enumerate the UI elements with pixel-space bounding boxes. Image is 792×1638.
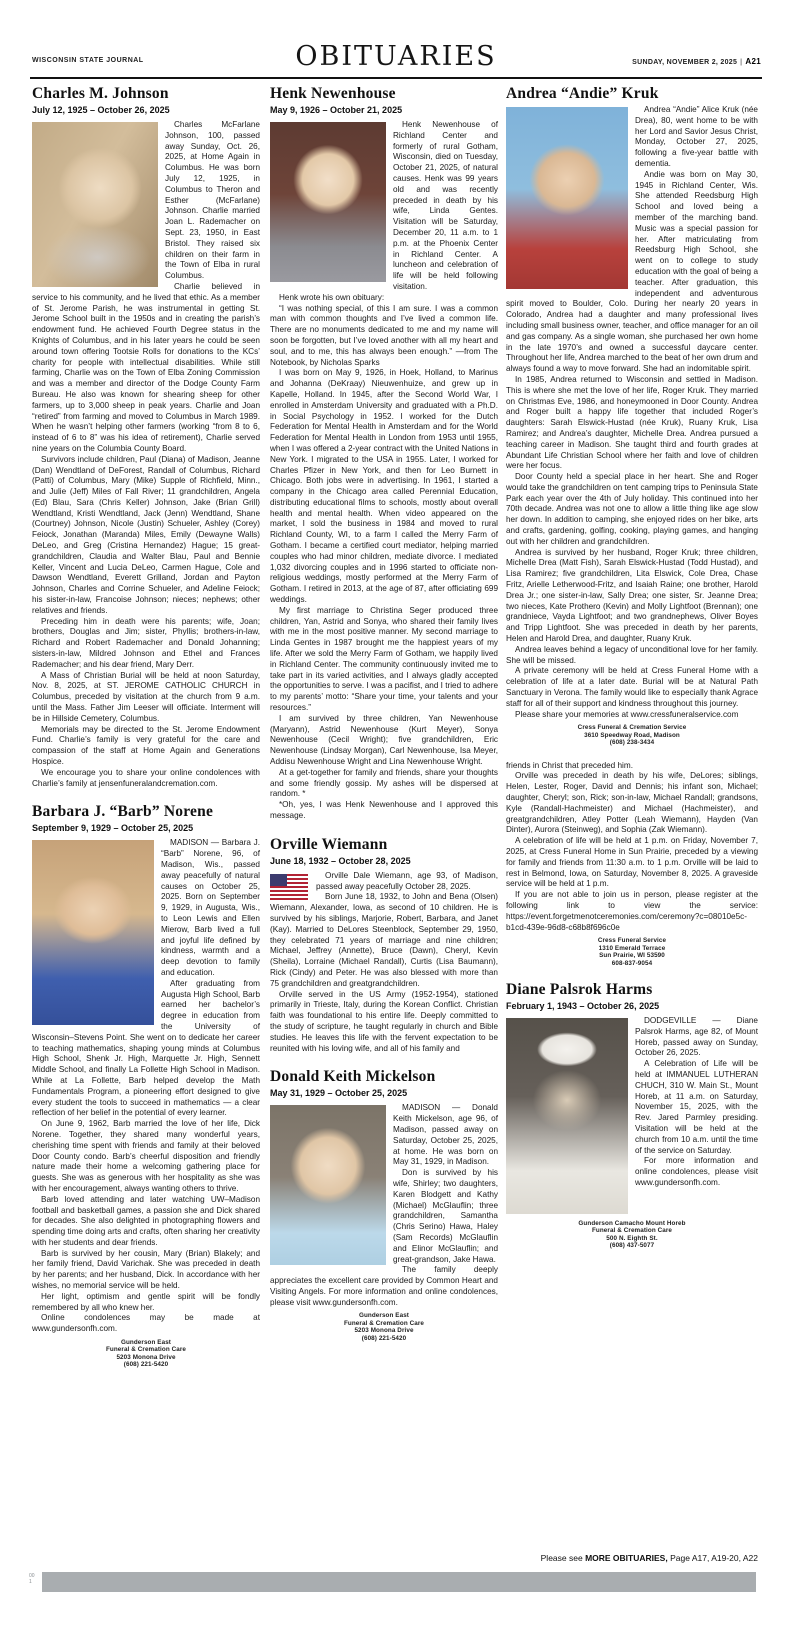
obit-paragraph: friends in Christ that preceded him.	[506, 760, 633, 770]
obit-paragraph: Andie was born on May 30, 1945 in Richland Center, Wis. She attended Reedsburg High School and loved being a member of the marching band. Music was a special passion for her. After matriculating from Reedsburg High School, she went on to college to study education with the goal of being a teacher. After graduation, this independent and adventurous spirit moved to Boulder, Colo. During her nearly 20 years in Colorado, Andrea had a daughter and many professional lives including small business owner, teacher, and office manager for an oil and gas company. As a single woman, she purchased her own home in the late 1970’s and owned a successful daycare center. Throughout her life, Andrea marched to the beat of her own drum and always found a way to move forward. She had an indomitable spirit.	[506, 169, 758, 374]
edition-mark: 00	[29, 1573, 35, 1579]
obit-paragraph: Barb loved attending and later watching UW–Madison football and basketball games, a passion she and Dick shared for decades. She also delighted in photographing flowers and spending time doing arts and crafts, often sharing her creativity with her students and dear friends.	[32, 1194, 261, 1247]
obit-paragraph: A private ceremony will be held at Cress Funeral Home with a celebration of life at a later date. Burial will be at Natural Path Sanctuary in Verona. The family would like to especially thank Agrace staff for all of their support and kindness throughout this journey.	[506, 666, 758, 708]
obit-paragraph: “I was nothing special, of this I am sure. I was a common man with common thoughts and I’ve lived a common life. There are no monuments dedicated to me and my name will soon be forgotten, but I’ve loved another with all my heart and soul, and to me, this has always been enough.” —from The Notebook, by Nicholas Sparks	[270, 303, 498, 367]
see-more-prefix: Please see	[540, 1553, 586, 1563]
obit-paragraph: Orville was preceded in death by his wife, DeLores; siblings, Helen, Lester, Roger, David and Dennis; his infant son, Michael; daughter, Cheryl; son, Rick; son-in-law, Michael Randall; grandsons, Kyle (Randall-Hachmeister) and Michael (Hachmeister), and greatgrandchildren, Atley Potter (Leah Wiemann), Hayden (Van Dinter), Aurora (Steinweg), and Sophia (Zak Wiemann).	[506, 771, 758, 835]
portrait-photo	[270, 122, 386, 282]
obit-paragraph: On June 9, 1962, Barb married the love of her life, Dick Norene. Together, they shared many wonderful years, cherishing time spent with friends and family at their beloved Door County condo. Barb’s cheerful disposition and friendly nature made their home a welcoming gathering place for guests. She was as generous with her hospitality as she was with her encouragement, always wanting others to thrive.	[32, 1119, 260, 1193]
obit-paragraph: After graduating from Augusta High School, Barb earned her bachelor’s degree in education from the University of Wisconsin–Stevens Point. She went on to dedicate her career to teaching mathematics, shaping young minds at Columbus High School, Shenk Jr. High, Marquette Jr. High, Sennett Middle School, and finally La Follette High School in Madison. While at La Follette, Barb helped develop the Math Fundamentals Program, a pioneering effort designed to give every student the tools to succeed in mathematics — a clear reflection of her belief in the potential of every learner.	[32, 978, 260, 1118]
funeral-home-line: (608) 437-5077	[609, 1242, 655, 1250]
obit-name: Henk Newenhouse	[270, 85, 396, 102]
obit-paragraph: Memorials may be directed to the St. Jerome Endowment Fund. Charlie’s family is very grateful for the care and compassion of the staff at Home Again and Generations Hospice.	[32, 724, 260, 767]
obit-paragraph: Henk Newenhouse of Richland Center and formerly of rural Gotham, Wisconsin, died on Tuesday, October 21, 2025, of natural causes. Henk was 99 years old and was recently preceded in death by his wife, Linda Gentes. Visitation will be Saturday, December 20, 11 a.m. to 1 p.m. at the Phoenix Center in Richland Center. A luncheon and celebration of life will be held following visitation.	[393, 120, 498, 291]
obit-paragraph: Barb is survived by her cousin, Mary (Brian) Blakely; and her family friend, David Varichak. She was preceded in death by her parents; and her husband, Dick. In accordance with her wishes, no memorial service will be held.	[32, 1248, 260, 1291]
obit-paragraph: Charlie believed in service to his community, and he lived that ethic. As a member of St. Jerome Parish, he was instrumental in getting St. Jerome School built in the 1950s and in creating the parish’s endowment fund. He achieved Fourth Degree status in the Knights of Columbus, and in his later years he could be seen around town offering Tootsie Rolls for donations to the KCs’ charity for people with intellectual disabilities. While still farming, Charlie was on the Town of Elba Zoning Commission and was a member and director of the Dodge County Farm Bureau. He also was known for shearing sheep for other farmers, up to 3,000 sheep in peak years. Charlie and Joan “retired” from farming and moved to Columbus in March 1989. When he wasn’t helping other farmers (working “from 8 to 6, instead of 6 to 8” was his idea of retirement), Charlie served nine years on the Columbia County Board.	[32, 281, 260, 453]
funeral-home-line: (608) 221-5420	[123, 1361, 169, 1369]
obit-paragraph: Andrea is survived by her husband, Roger Kruk; three children, Michelle Drea (Matt Fish), Sarah Elswick-Hustad (Todd Hustad), and Lisa Ramirez; five grandchildren, Lita Elswick, Cole Drea, Chase Fritz, Arielle Letherwood-Fritz, and Isaiah Raine; one brother, Harold Drea Jr.; one sister-in-law, Sally Drea; one sister, Sr. Jeanne Drea; two nieces, Kate Prothero (Kevin) and Molly Lightfoot (Brennan); one grandniece, Vayda Lightfoot; and two grandnephews, Oliver Boyes and Tripp Lightfoot. She was preceded in death by her parents, Helen and Harold Drea, and daughter, Ruany Kruk.	[506, 547, 758, 644]
column-2	[270, 85, 498, 1356]
obit-dates: May 9, 1926 – October 21, 2025	[270, 105, 403, 115]
obituary-barbara-norene	[32, 803, 260, 1368]
obit-paragraph: Charles McFarlane Johnson, 100, passed away Sunday, Oct. 26, 2025, at Home Again in Columbus. He was born July 12, 1925, in Columbus to Theron and Esther (McFarlane) Johnson. Charlie married Joan L. Rademacher on Sept. 23, 1950, in East Bristol. They raised six children on their farm in the Town of Elba in rural Columbus.	[165, 120, 260, 281]
obit-paragraph: We encourage you to share your online condolences with Charlie’s family at jensenfuneralandcremation.com.	[32, 767, 260, 788]
obit-paragraph: A celebration of life will be held at 1 p.m. on Friday, November 7, 2025, at Cress Funeral Home in Sun Prairie, preceded by a viewing for family and friends from 11:30 a.m. to 1 p.m. Orville will be laid to rest in Belmond, Iowa, on Saturday, November 8, 2025. A graveside service will be held at 1 p.m.	[506, 836, 758, 889]
funeral-home-line: Gunderson East	[120, 1339, 172, 1347]
funeral-home-block	[270, 1312, 498, 1342]
obit-name: Diane Palsrok Harms	[506, 981, 653, 999]
obit-dates: May 31, 1929 – October 25, 2025	[270, 1088, 408, 1099]
obit-paragraph: Henk wrote his own obituary:	[279, 292, 385, 302]
obituary-orville-wiemann-continued	[506, 761, 758, 967]
see-more-obituaries-note	[541, 1553, 758, 1563]
funeral-home-line: (608) 238-3434	[609, 739, 655, 747]
obit-name: Donald Keith Mickelson	[270, 1068, 436, 1086]
obit-paragraph: At a get-together for family and friends, share your thoughts and some friendly gossip. My ashes will be dispersed at random. *	[270, 767, 498, 799]
obit-paragraph: Orville Dale Wiemann, age 93, of Madison, passed away peacefully October 28, 2025.	[316, 870, 498, 891]
obit-paragraph: If you are not able to join us in person, please register at the following link to view the service: https://event.forgetmenotceremonies.com/ceremony?c=08010e5c-b1cd-439e-96d8-c68b8f696c0e	[506, 890, 758, 932]
obit-paragraph: Don is survived by his wife, Shirley; two daughters, Karen Blodgett and Kathy (Michael) McGlauflin; three grandchildren, Samantha (Chris Serino) Hawa, Haley (Sam Records) McGlauflin and Elinor McGlauflin; and great-grandson, Jake Hawa.	[393, 1168, 498, 1264]
obituary-donald-mickelson	[270, 1068, 498, 1342]
funeral-home-line: Cress Funeral & Cremation Service	[577, 724, 687, 732]
obit-name: Orville Wiemann	[270, 835, 388, 853]
obituary-charles-johnson	[32, 85, 260, 789]
obit-name: Barbara J. “Barb” Norene	[32, 803, 214, 821]
obit-paragraph: Online condolences may be made at www.gundersonfh.com.	[32, 1313, 260, 1334]
date-page-line	[632, 57, 761, 66]
obituary-orville-wiemann	[270, 836, 498, 1055]
obit-paragraph: Please share your memories at www.cressfuneralservice.com	[515, 709, 739, 719]
funeral-home-line: Sun Prairie, WI 53590	[599, 952, 665, 960]
portrait-photo	[32, 122, 158, 287]
obit-paragraph: Her light, optimism and gentle spirit will be fondly remembered by all who knew her.	[32, 1291, 260, 1312]
masthead: WISCONSIN STATE JOURNAL	[32, 57, 144, 64]
obit-paragraph: Door County held a special place in her heart. She and Roger would take the grandchildren on tent camping trips to Peninsula State Park each year over the 4th of July holiday. This continued into her 70th decade. Andrea was not one to allow a little thing like age slow her down. In addition to camping, she enjoyed rides on her bike, arts and crafts, gardening, golfing, cooking, playing games, and hanging out with her children and grandchildren.	[506, 472, 758, 546]
funeral-home-line: Funeral & Cremation Care	[105, 1346, 187, 1354]
funeral-home-line: Funeral & Cremation Care	[343, 1319, 425, 1327]
obit-name: Andrea “Andie” Kruk	[506, 85, 659, 102]
funeral-home-line: Gunderson Camacho Mount Horeb	[578, 1220, 686, 1228]
funeral-home-line: Cress Funeral Service	[597, 937, 667, 945]
see-more-suffix: Page A17, A19-20, A22	[667, 1553, 758, 1563]
obituary-andrea-kruk	[506, 85, 758, 747]
issue-date: SUNDAY, NOVEMBER 2, 2025	[632, 59, 738, 66]
obit-dates: June 18, 1932 – October 28, 2025	[270, 855, 411, 866]
separator: |	[740, 59, 743, 66]
obit-paragraph: Preceding him in death were his parents; wife, Joan; brothers, Douglas and Jim; sister, Phyllis; brothers-in-law, Richard and Robert Rademacher and Donald Johanning; sisters-in-law, Mildred Johnson and Ethel and Frances Rademacher; and his dear friend, Mary Derr.	[32, 616, 260, 669]
funeral-home-line: 500 N. Eighth St.	[606, 1234, 658, 1242]
edition-marks	[29, 1573, 35, 1585]
obit-paragraph: The family deeply appreciates the excellent care provided by Common Heart and Visiting Angels. For more information and online condolences, please visit www.gundersonfh.com.	[270, 1265, 498, 1307]
bottom-gray-bar	[42, 1572, 756, 1592]
header-rule	[30, 77, 762, 79]
funeral-home-line: 5203 Monona Drive	[116, 1353, 176, 1361]
obit-paragraph: Born June 18, 1932, to John and Bena (Olsen) Wiemann, Alexander, Iowa, as second of 10 children. He is survived by his siblings, Marjorie, Robert, Barbara, and Janet (Kay). Married to DeLores Steenblock, September 29, 1950, they celebrated 71 years of marriage and nine children; Michael, Jeffrey (Annette), Bruce (Dawn), Cheryl, Kevin (Sheila), Lorraine (Michael Randall), Curtis (Lisa Baumann), Rick (Cindy) and Peter. He was also blessed with more than 75 grandchildren and greatgrandchildren.	[270, 892, 498, 988]
funeral-home-line: 608-837-9054	[611, 959, 653, 967]
obit-paragraph: DODGEVILLE — Diane Palsrok Harms, age 82, of Mount Horeb, passed away on Sunday, October 26, 2025.	[635, 1016, 758, 1058]
funeral-home-block	[506, 1220, 758, 1250]
funeral-home-block	[32, 1339, 260, 1369]
portrait-photo	[32, 840, 154, 1025]
funeral-home-line: 3610 Speedway Road, Madison	[584, 731, 680, 739]
obit-dates: February 1, 1943 – October 26, 2025	[506, 1001, 660, 1012]
edition-mark: 1	[29, 1579, 32, 1585]
obituary-diane-harms	[506, 981, 758, 1250]
obit-paragraph: A Mass of Christian Burial will be held at noon Saturday, Nov. 8, 2025, at ST. JEROME CATHOLIC CHURCH in Columbus, preceded by visitation at the church from 9 a.m. until the Mass. Father Jim Leeser will officiate. Interment will be in Hillside Cemetery, Columbus.	[32, 670, 260, 723]
portrait-photo	[506, 1018, 628, 1214]
obituary-henk-newenhouse	[270, 85, 498, 822]
obit-paragraph: A Celebration of Life will be held at IMMANUEL LUTHERAN CHUCH, 310 W. Main St., Mount Horeb, at 11 a.m. on Saturday, November 15, 2025, with the Rev. Jared Parmley presiding. Visitation will be held at the church from 10 a.m. until the time of the service on Saturday.	[635, 1059, 758, 1155]
obit-dates: September 9, 1929 – October 25, 2025	[32, 823, 194, 834]
us-flag-icon	[270, 874, 308, 900]
obit-paragraph: I was born on May 9, 1926, in Hoek, Holland, to Marinus and Johanna (DeKraay) Nieuwenhuize, and grew up in Kapelle, Holland. In 1945, after the Second World War, I enrolled in Amsterdam University and graduated with a Ph.D. in Social Psychology in 1952. I worked for the Dutch Federation for Mental Health in Amsterdam and for the World Federation for Mental Health in London from 1953 until 1955, when I was offered a 2-year contract with the United Nations in New York. I migrated to the USA in 1955. Later, I worked for Charles Pfizer in New York, and then for Leo Burnett in Chicago. Both jobs were in advertising. In 1961, I started a company in the Chicago area called Perennial Education, distributing educational films to schools, mostly about overall health and mental health. When video appeared on the market, I sold the business in 1984 and moved to rural Richland County, WI, to a farm I called the Merry Farm of Gotham. I became a certified court mediator, helping married couples who had minor children, mediate divorce. I mediated 1,032 divorcing couples and in 1996 started to officiate non-religious weddings, mostly performed at the Merry Farm of Gotham. I retired in 2013, at the age of 87, after officiating 699 weddings.	[270, 368, 498, 605]
column-1	[32, 85, 260, 1383]
obit-name: Charles M. Johnson	[32, 85, 169, 102]
see-more-bold: MORE OBITUARIES,	[585, 1553, 668, 1563]
portrait-photo	[506, 107, 628, 289]
obit-paragraph: Andrea “Andie” Alice Kruk (née Drea), 80, went home to be with her Lord and Savior Jesus Christ, Monday, October 27, 2025, following a five-year battle with dementia.	[635, 105, 758, 168]
funeral-home-line: (608) 221-5420	[361, 1334, 407, 1342]
obit-paragraph: *Oh, yes, I was Henk Newenhouse and I approved this message.	[270, 800, 498, 820]
obit-paragraph: Orville served in the US Army (1952-1954), stationed primarily in Trieste, Italy, during the Korean Conflict. Christian faith was foundational to his entire life. Deeply committed to the study of scripture, he taught regularly in church and Bible studies. He leaves this life with the fervent expectation to be reunited with his loving wife, and all of his family and	[270, 989, 498, 1053]
obit-paragraph: Andrea leaves behind a legacy of unconditional love for her family. She will be missed.	[506, 644, 758, 665]
column-3	[506, 85, 758, 1264]
funeral-home-line: Funeral & Cremation Care	[591, 1227, 673, 1235]
page-number: A21	[745, 57, 761, 66]
funeral-home-block	[506, 937, 758, 967]
funeral-home-line: 5203 Monona Drive	[354, 1327, 414, 1335]
funeral-home-block	[506, 724, 758, 746]
obit-paragraph: In 1985, Andrea returned to Wisconsin and settled in Madison. This is where she met the love of her life, Roger Kruk. They married on Christmas Eve, 1986, and honeymooned in Door County. Andrea and Roger built a happy life together that included Roger’s daughters: Sarah Elswick-Hustad (née Kruk), Ruany Kruk, Lisa Ramirez; and Andrea’s daughter, Michelle Drea. Andrea pursued a teaching career in Madison. She taught third and fourth grades at Abundant Life Christian School where her faith and love of children were her focus.	[506, 374, 758, 471]
obit-dates: July 12, 1925 – October 26, 2025	[32, 105, 170, 115]
obit-paragraph: I am survived by three children, Yan Newenhouse (Maryann), Astrid Newenhouse (Kurt Meyer), Sonya Newenhouse (Cecil Wright); five grandchildren, Eric Newenhouse (Lindsay Morgan), Carl Newenhouse, Isa Meyer, Addisu Newenhouse Wright and Lina Newenhouse Wright.	[270, 713, 498, 767]
portrait-photo	[270, 1105, 386, 1265]
funeral-home-line: 1310 Emerald Terrace	[598, 944, 666, 952]
obit-paragraph: For more information and online condolences, please visit www.gundersonfh.com.	[635, 1156, 758, 1187]
obit-paragraph: My first marriage to Christina Seger produced three children, Yan, Astrid and Sonya, who shared their family lives with me in the most positive manner. My second marriage to Linda Gentes in 1987 brought me the happiest years of my life. After we sold the Merry Farm of Gotham, we happily lived in Richland Center. The community continuously invited me to take part in its varied activities, and I always gladly accepted the opportunities to serve. I was a pacifist, and I tried to adhere to my parents’ motto: “Share your time, your talents and your resources.”	[270, 605, 499, 713]
page-title: OBITUARIES	[295, 41, 497, 72]
obit-paragraph: MADISON — Barbara J. “Barb” Norene, 96, of Madison, Wis., passed away peacefully of natural causes on October 25, 2025. Born on September 9, 1929, in Augusta, Wis., to Leon Lewis and Ellen Mierow, Barb lived a full and joyful life defined by kindness, warmth and a deep devotion to family and education.	[161, 838, 260, 977]
obit-paragraph: Survivors include children, Paul (Diana) of Madison, Jeanne (Dan) Wendtland of DeForest, Randall of Columbus, Richard (Patti) of Columbus, Mary (Mike) Supple of Richfield, Minn., and Julie (Jeff) Miles of Fall River; 11 grandchildren, Angela (Ed) Blau, Sara (Chris Keller) Johnson, Jake (Brian Grill) Wendtland, Kristi Wendtland, Jack (Jenn) Wendtland, Shane (Courtney) Johnson, Nicole (Justin) Schueler, Ashley (Corey) Feiock, Jonathan (Maranda) Miles, Emily (Dewayne Walls) DeLeo, and Greg (Cristina Hernandez) Hague; 15 great-grandchildren, Claudia and Walter Blau, Paul and Bennie Keller, Vincent and Lucia DeLeo, Carmen Hague, Cole and Dawson Wendtland, Everett Grilland, Jordan and Payton Johnson, Charles and Corrine Schueler, and Adeline Feiock; his sister-in-law, Francoise Johnson; nieces; nephews; other relatives and friends.	[32, 454, 260, 615]
obit-paragraph: MADISON — Donald Keith Mickelson, age 96, of Madison, passed away on Saturday, October 25, 2025, at home. He was born on May 31, 1929, in Madison.	[393, 1103, 498, 1167]
funeral-home-line: Gunderson East	[358, 1312, 410, 1320]
